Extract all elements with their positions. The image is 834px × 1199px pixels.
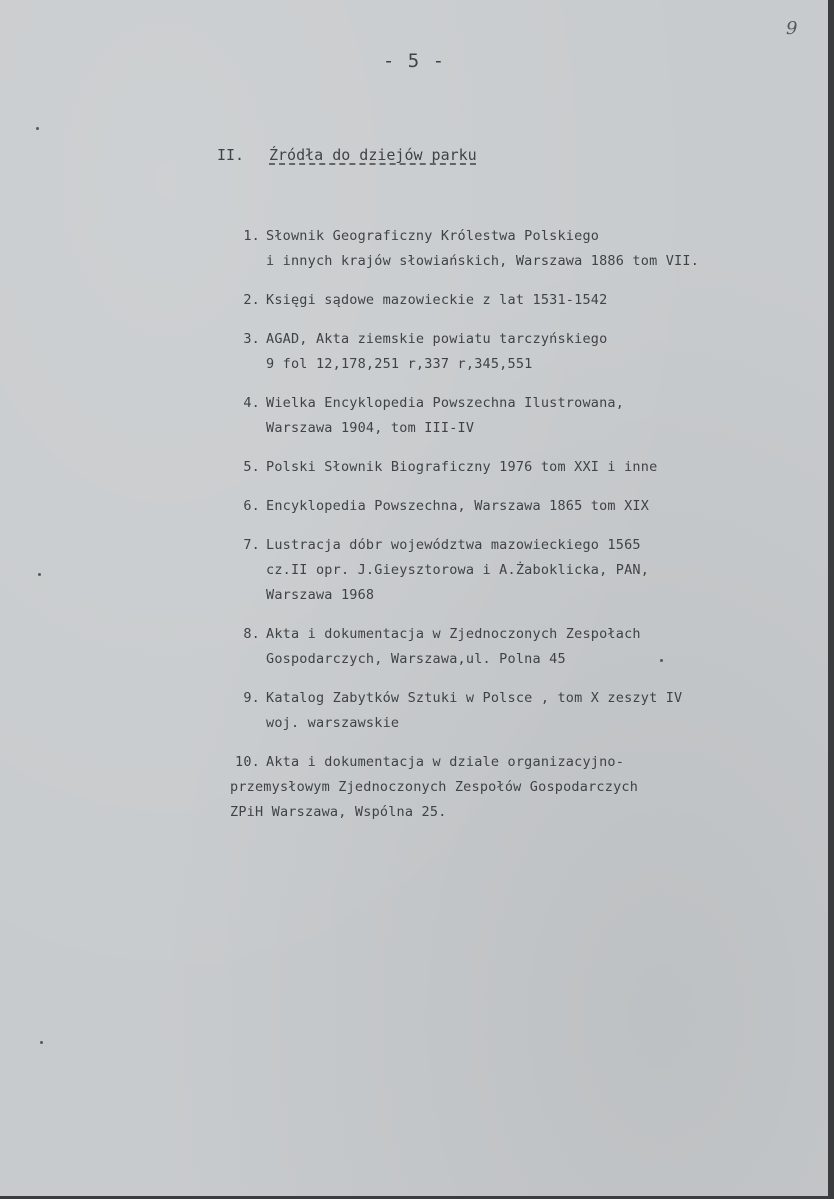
entry-line: przemysłowym Zjednoczonych Zespołów Gospodarczych <box>230 779 639 795</box>
entry-line: 9 fol 12,178,251 r,337 r,345,551 <box>266 356 533 372</box>
entry-number: 7. <box>243 537 260 553</box>
entry-number: 5. <box>243 459 260 475</box>
entry-number: 10. <box>235 754 260 770</box>
source-entry <box>222 494 822 519</box>
entry-line: Katalog Zabytków Sztuki w Polsce , tom X zeszyt IV <box>266 690 683 706</box>
entry-line: Warszawa 1968 <box>266 587 375 603</box>
entry-text <box>266 288 822 313</box>
entry-line: Księgi sądowe mazowieckie z lat 1531-1542 <box>266 292 608 308</box>
entry-line: Akta i dokumentacja w dziale organizacyjno- <box>266 754 625 770</box>
entry-number: 8. <box>243 626 260 642</box>
entry-line: Słownik Geograficzny Królestwa Polskiego <box>266 228 600 244</box>
entry-line: woj. warszawskie <box>266 715 400 731</box>
source-entry <box>222 455 822 480</box>
entry-line: Encyklopedia Powszechna, Warszawa 1865 tom XIX <box>266 498 650 514</box>
section-title: Źródła do dziejów parku <box>269 146 477 164</box>
source-entry <box>222 750 822 825</box>
source-entry <box>222 533 822 608</box>
scan-speck <box>40 1041 43 1044</box>
entry-text <box>266 622 822 672</box>
entry-line: Wielka Encyklopedia Powszechna Ilustrowana, <box>266 395 625 411</box>
entry-text <box>266 533 822 608</box>
entry-line: i innych krajów słowiańskich, Warszawa 1886 tom VII. <box>266 253 700 269</box>
entry-number: 3. <box>243 331 260 347</box>
source-entry <box>222 224 822 274</box>
entry-text <box>266 224 822 274</box>
section-heading <box>217 146 477 164</box>
entry-text <box>266 494 822 519</box>
entry-line: AGAD, Akta ziemskie powiatu tarczyńskiego <box>266 331 608 347</box>
entry-number: 2. <box>243 292 260 308</box>
source-entry <box>222 288 822 313</box>
source-entry <box>222 327 822 377</box>
source-entry <box>222 622 822 672</box>
entry-text <box>266 686 822 736</box>
entry-line: Warszawa 1904, tom III-IV <box>266 420 475 436</box>
entry-line: Gospodarczych, Warszawa,ul. Polna 45 <box>266 651 566 667</box>
entry-number: 4. <box>243 395 260 411</box>
scan-speck <box>38 573 41 576</box>
entry-text <box>266 455 822 480</box>
sources-list <box>222 224 822 839</box>
entry-line: Lustracja dóbr województwa mazowieckiego 1565 <box>266 537 641 553</box>
entry-line: Polski Słownik Biograficzny 1976 tom XXI i inne <box>266 459 658 475</box>
entry-number: 9. <box>243 690 260 706</box>
entry-line: cz.II opr. J.Gieysztorowa i A.Żaboklicka, PAN, <box>266 562 650 578</box>
entry-number: 6. <box>243 498 260 514</box>
entry-number: 1. <box>243 228 260 244</box>
entry-text <box>266 327 822 377</box>
entry-line: Akta i dokumentacja w Zjednoczonych Zespołach <box>266 626 641 642</box>
entry-line: ZPiH Warszawa, Wspólna 25. <box>230 804 447 820</box>
source-entry <box>222 686 822 736</box>
page-number: - 5 - <box>382 50 446 72</box>
section-number: II. <box>217 146 245 164</box>
handwritten-page-mark: 9 <box>786 18 798 39</box>
entry-text <box>266 391 822 441</box>
source-entry <box>222 391 822 441</box>
scan-speck <box>660 659 663 662</box>
scan-speck <box>36 127 39 130</box>
